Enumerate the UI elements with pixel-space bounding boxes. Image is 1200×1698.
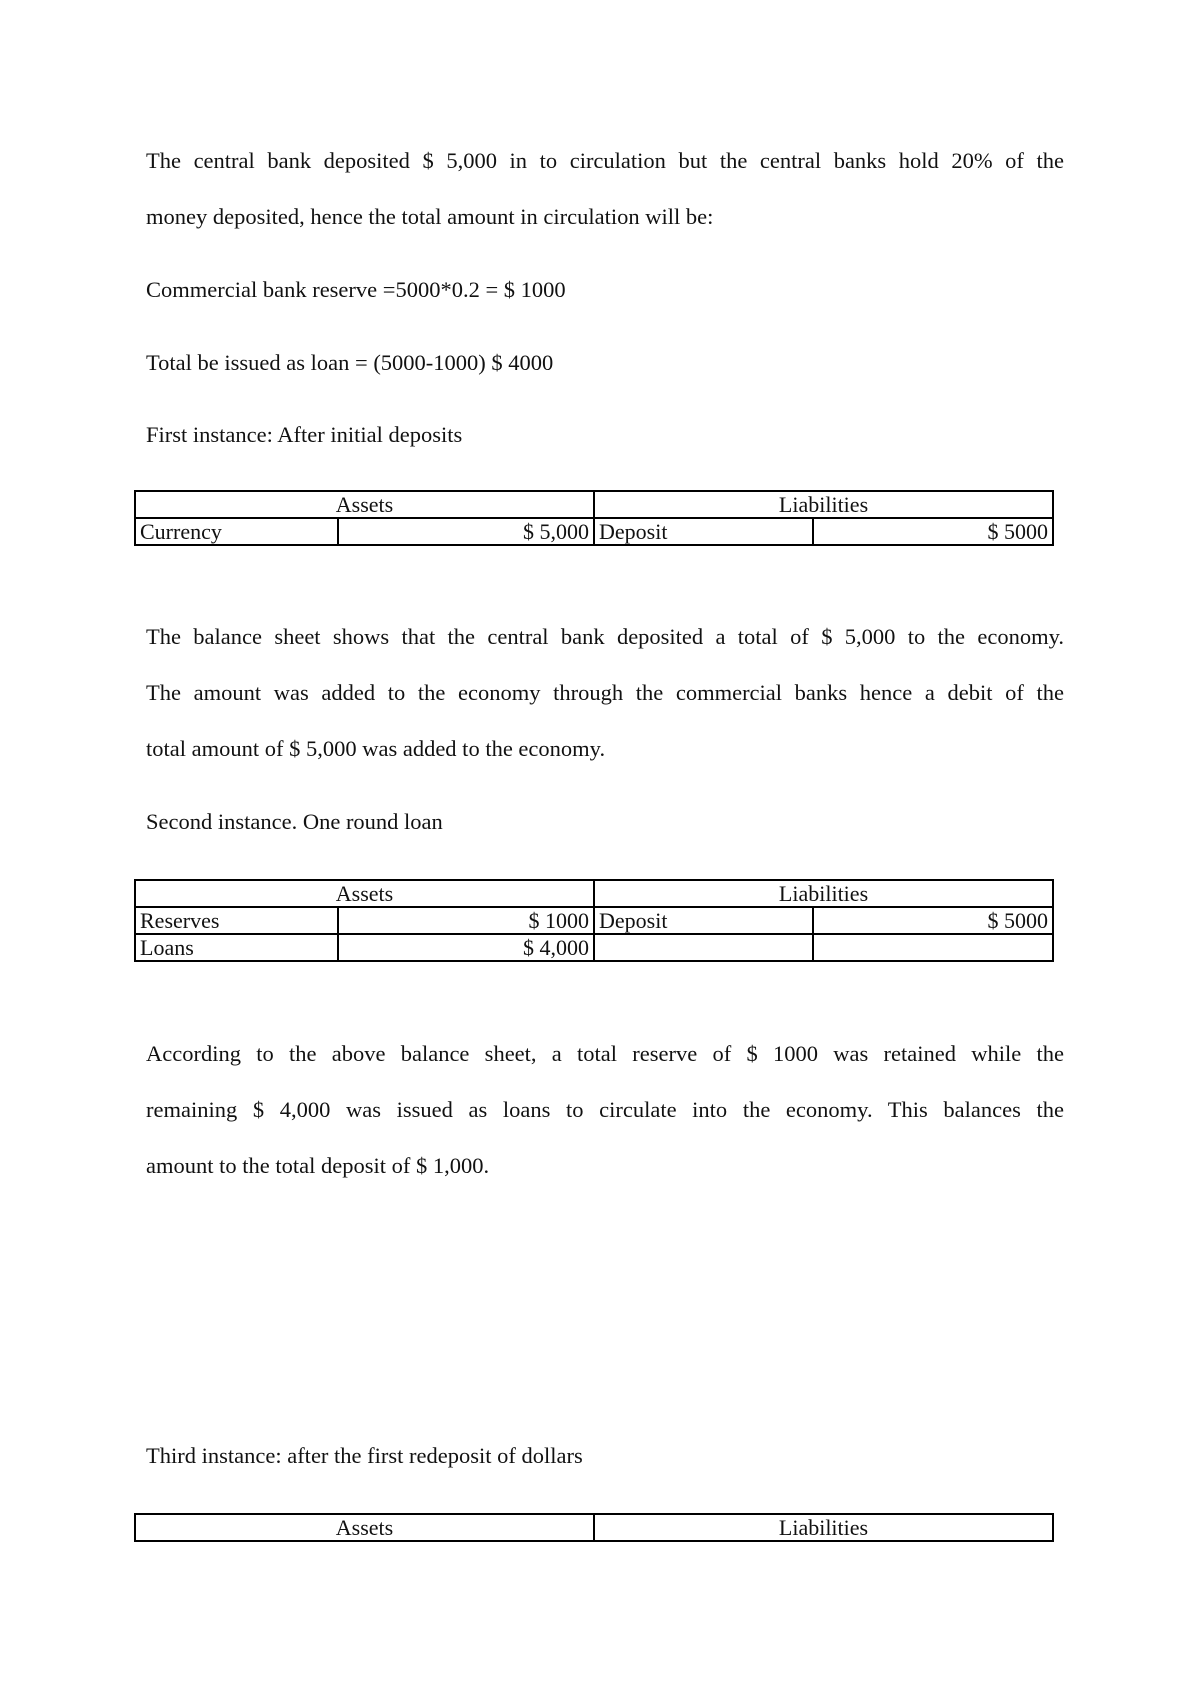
according-paragraph-line-1: According to the above balance sheet, a total reserve of $ 1000 was retained while the: [146, 1041, 1064, 1066]
assets-header: Assets: [135, 880, 594, 907]
liability-value: $ 5000: [813, 907, 1053, 934]
according-paragraph-line-3: amount to the total deposit of $ 1,000.: [146, 1153, 490, 1178]
liability-label: Deposit: [594, 518, 813, 545]
liabilities-header: Liabilities: [594, 880, 1053, 907]
loan-calculation: Total be issued as loan = (5000-1000) $ 4000: [146, 350, 554, 375]
third-instance-heading: Third instance: after the first redeposit of dollars: [146, 1443, 583, 1468]
balance-sheet-table-1: [134, 490, 1054, 546]
table-header-row: [135, 491, 1053, 518]
liability-value: [813, 934, 1053, 961]
balance-paragraph-line-3: total amount of $ 5,000 was added to the economy.: [146, 736, 606, 761]
table-row: [135, 907, 1053, 934]
assets-header: Assets: [135, 491, 594, 518]
asset-value: $ 5,000: [338, 518, 594, 545]
balance-sheet-table-2: [134, 879, 1054, 962]
liability-value: $ 5000: [813, 518, 1053, 545]
asset-label: Loans: [135, 934, 338, 961]
balance-sheet-table-3: [134, 1513, 1054, 1542]
first-instance-heading: First instance: After initial deposits: [146, 422, 463, 447]
asset-label: Currency: [135, 518, 338, 545]
asset-label: Reserves: [135, 907, 338, 934]
second-instance-heading: Second instance. One round loan: [146, 809, 443, 834]
table-header-row: [135, 1514, 1053, 1541]
assets-header: Assets: [135, 1514, 594, 1541]
intro-paragraph-line-2: money deposited, hence the total amount in circulation will be:: [146, 204, 714, 229]
intro-paragraph-line-1: The central bank deposited $ 5,000 in to circulation but the central banks hold 20% of the: [146, 148, 1064, 173]
asset-value: $ 1000: [338, 907, 594, 934]
liability-label: [594, 934, 813, 961]
liability-label: Deposit: [594, 907, 813, 934]
according-paragraph-line-2: remaining $ 4,000 was issued as loans to circulate into the economy. This balances the: [146, 1097, 1064, 1122]
table-row: [135, 518, 1053, 545]
table-header-row: [135, 880, 1053, 907]
liabilities-header: Liabilities: [594, 491, 1053, 518]
balance-paragraph-line-2: The amount was added to the economy through the commercial banks hence a debit of the: [146, 680, 1064, 705]
table-row: [135, 934, 1053, 961]
balance-paragraph-line-1: The balance sheet shows that the central bank deposited a total of $ 5,000 to the economy.: [146, 624, 1064, 649]
reserve-calculation: Commercial bank reserve =5000*0.2 = $ 1000: [146, 277, 566, 302]
asset-value: $ 4,000: [338, 934, 594, 961]
liabilities-header: Liabilities: [594, 1514, 1053, 1541]
